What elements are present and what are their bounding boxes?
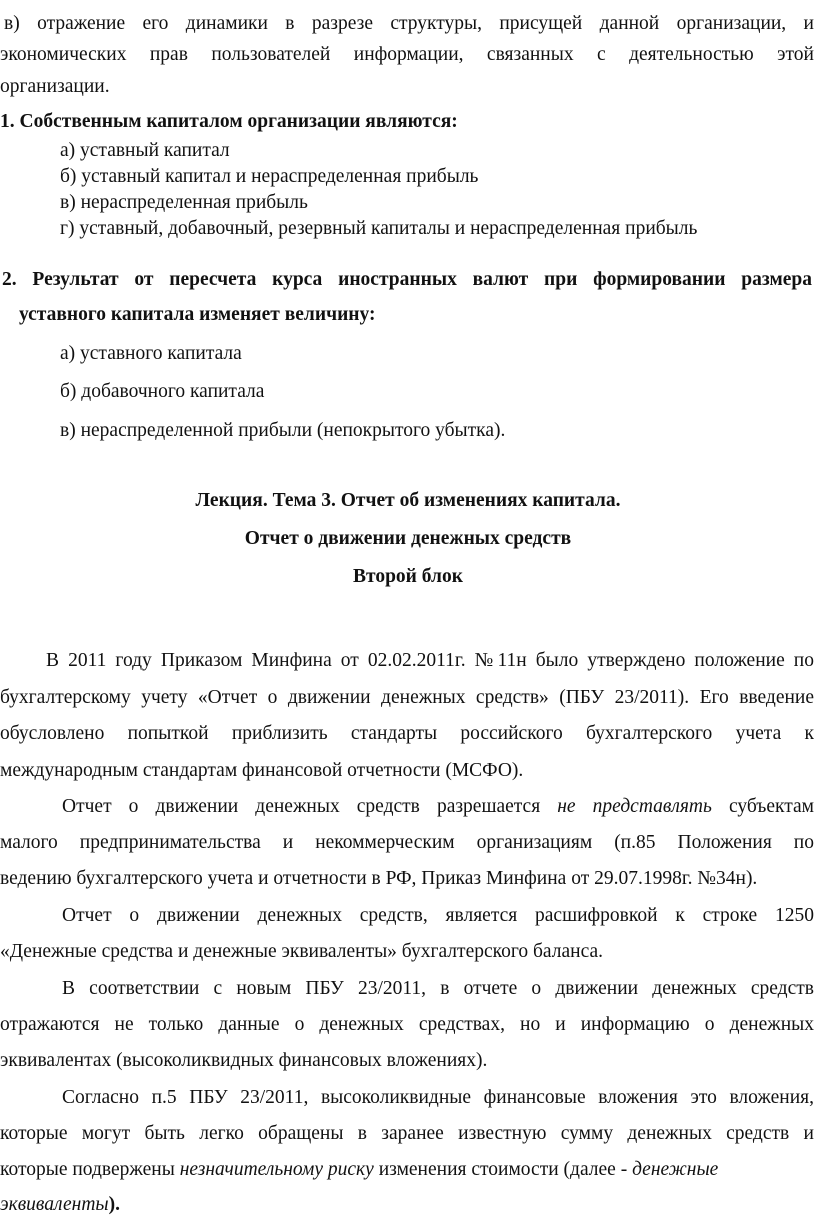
q2-option-a: а) уставного капитала: [60, 343, 242, 364]
p2-line-2: малого предпринимательства и некоммерческим организациям (п.85 Положения по: [0, 832, 814, 853]
intro-line-2: экономических прав пользователей информации, связанных с деятельностью этой: [0, 44, 814, 65]
p5-line-4: эквиваленты).: [0, 1194, 120, 1215]
block-label: Второй блок: [353, 566, 463, 587]
question-2-line-2: уставного капитала изменяет величину:: [19, 304, 376, 325]
p1-line-3: обусловлено попыткой приблизить стандарты российского бухгалтерского учета к: [0, 723, 814, 744]
question-1: 1. Собственным капиталом организации являются:: [0, 111, 458, 132]
p2-line-1: Отчет о движении денежных средств разрешается не представлять субъектам: [62, 796, 815, 817]
p4-line-3: эквивалентах (высоколиквидных финансовых вложениях).: [0, 1050, 488, 1071]
q2-option-v: в) нераспределенной прибыли (непокрытого убытка).: [60, 420, 506, 441]
q1-option-a: а) уставный капитал: [60, 140, 230, 161]
p4-line-1: В соответствии с новым ПБУ 23/2011, в отчете о движении денежных средств: [62, 978, 814, 999]
lecture-subheading: Отчет о движении денежных средств: [244, 528, 572, 549]
p1-line-4: международным стандартам финансовой отчетности (МСФО).: [0, 760, 524, 781]
q2-option-b: б) добавочного капитала: [60, 381, 265, 402]
p4-line-2: отражаются не только данные о денежных средствах, но и информацию о денежных: [0, 1014, 814, 1035]
q1-option-b: б) уставный капитал и нераспределенная прибыль: [60, 166, 479, 187]
p5-line-1: Согласно п.5 ПБУ 23/2011, высоколиквидные финансовые вложения это вложения,: [62, 1087, 814, 1108]
p1-line-2: бухгалтерскому учету «Отчет о движении денежных средств» (ПБУ 23/2011). Его введение: [0, 687, 814, 708]
intro-line-1: в) отражение его динамики в разрезе структуры, присущей данной организации, и: [4, 13, 814, 34]
p3-line-2: «Денежные средства и денежные эквиваленты» бухгалтерского баланса.: [0, 941, 603, 962]
question-2-line-1: 2. Результат от пересчета курса иностранных валют при формировании размера: [2, 269, 812, 290]
lecture-heading: Лекция. Тема 3. Отчет об изменениях капитала.: [195, 490, 621, 511]
q1-option-g: г) уставный, добавочный, резервный капиталы и нераспределенная прибыль: [60, 218, 698, 239]
p1-line-1: В 2011 году Приказом Минфина от 02.02.2011г. №11н было утверждено положение по: [46, 650, 814, 671]
p5-line-3: которые подвержены незначительному риску изменения стоимости (далее - денежные: [0, 1159, 719, 1180]
p3-line-1: Отчет о движении денежных средств, является расшифровкой к строке 1250: [62, 905, 814, 926]
intro-line-3: организации.: [0, 76, 110, 97]
p5-line-2: которые могут быть легко обращены в заранее известную сумму денежных средств и: [0, 1123, 814, 1144]
p2-line-3: ведению бухгалтерского учета и отчетности в РФ, Приказ Минфина от 29.07.1998г. №34н).: [0, 868, 758, 889]
q1-option-v: в) нераспределенная прибыль: [60, 192, 308, 213]
